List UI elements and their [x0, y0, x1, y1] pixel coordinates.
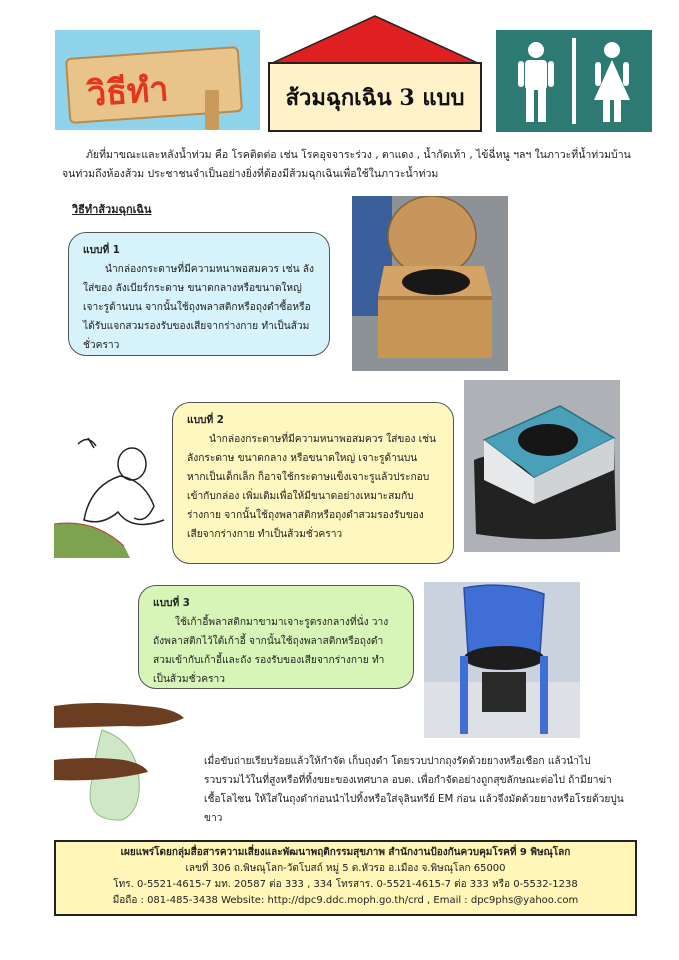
title-box	[268, 62, 482, 132]
footer-contact: มือถือ : 081-485-3438 Website: http://dpc9.ddc.moph.go.th/crd , Email : dpc9phs@yahoo.com	[112, 895, 579, 906]
method-1-body: นำกล่องกระดาษที่มีความหนาพอสมควร เช่น ลังใส่ของ ลังเบียร์กระดาษ ขนาดกลางหรือขนาดใหญ่ เจาะรูด้านบน จากนั้นใช้ถุงพลาสติกหรือถุงดำซื้อหรือได้รับแจกสวมรองรับของเสียจากร่างกาย ทำเป็นส้วมชั่วคราว	[83, 264, 314, 351]
intro-paragraph: ภัยที่มาขณะและหลังน้ำท่วม คือ โรคติดต่อ เช่น โรคอุจจาระร่วง , ตาแดง , น้ำกัดเท้า , ไข้ฉี่หนู ฯลฯ ในภาวะที่น้ำท่วมบ้านจนท่วมถึงห้องส้วม ประชาชนจำเป็นอย่างยิ่งที่ต้องมีส้วมฉุกเฉินเพื่อใช้ในภาวะน้ำท่วม	[62, 149, 631, 180]
cardboard-toilet-photo	[352, 196, 508, 371]
footer-address: เลขที่ 306 ถ.พิษณุโลก-วัดโบสถ์ หมู่ 5 ต.หัวรอ อ.เมือง จ.พิษณุโลก 65000	[185, 863, 506, 874]
section-heading: วิธีทำส้วมฉุกเฉิน	[72, 203, 152, 216]
box-toilet-photo	[464, 380, 620, 552]
method-3-title: แบบที่ 3	[153, 598, 190, 609]
method-2-body: นำกล่องกระดาษที่มีความหนาพอสมควร ใส่ของ เช่น ลังกระดาษ ขนาดกลาง หรือขนาดใหญ่ เจาะรูด้านบน หากเป็นเด็กเล็ก ก็อาจใช้กระดาษแข็งเจาะรูแล้วประกอบเข้ากับกล่อง เพิ่มเติมเพื่อให้มีขนาดอย่างเหมาะสมกับร่างกาย จากนั้นใช้ถุงพลาสติกหรือถุงดำสวมรองรับของเสียจากร่างกาย ทำเป็นส้วมชั่วคราว	[187, 434, 437, 540]
squatting-person-illustration	[54, 428, 174, 558]
method-2-bubble	[172, 402, 454, 564]
logo-text: วิธีทำ	[85, 69, 170, 115]
footer-box	[54, 840, 637, 916]
bag-disposal-photo	[54, 696, 194, 822]
method-2-title: แบบที่ 2	[187, 415, 224, 426]
roof-triangle	[268, 14, 482, 64]
method-3-bubble	[138, 585, 414, 689]
sign-post	[205, 90, 219, 130]
chair-toilet-photo	[424, 582, 580, 738]
restroom-sign	[496, 30, 652, 132]
footer-phone: โทร. 0-5521-4615-7 มท. 20587 ต่อ 333 , 334 โทรสาร. 0-5521-4615-7 ต่อ 333 หรือ 0-5532-1238	[113, 879, 578, 890]
method-3-body: ใช้เก้าอี้พลาสติกมาขามาเจาะรูตรงกลางที่นั่ง วางถังพลาสติกไว้ใต้เก้าอี้ จากนั้นใช้ถุงพลาสติกหรือถุงดำสวมเข้ากับเก้าอี้และถัง รองรับของเสียจากร่างกาย ทำเป็นส้วมชั่วคราว	[153, 617, 389, 685]
logo-panel	[55, 30, 260, 130]
page-title: ส้วมฉุกเฉิน 3 แบบ	[285, 84, 465, 111]
closing-paragraph: เมื่อขับถ่ายเรียบร้อยแล้วให้กำจัด เก็บถุงดำ โดยรวบปากถุงรัดด้วยยางหรือเชือก แล้วนำไปรวบรวมไว้ในที่สูงหรือที่ทิ้งขยะของเทศบาล อบต. เพื่อกำจัดอย่างถูกสุขลักษณะต่อไป ถ้ามียาฆ่าเชื้อโลไซน ให้ใส่ในถุงดำก่อนนำไปทิ้งหรือใส่จุลินทรีย์ EM ก่อน แล้วจึงมัดด้วยยางหรือโรยด้วยปูนขาว	[204, 756, 624, 824]
method-1-title: แบบที่ 1	[83, 245, 120, 256]
footer-publisher: เผยแพร่โดยกลุ่มสื่อสารความเสี่ยงและพัฒนาพฤติกรรมสุขภาพ สำนักงานป้องกันควบคุมโรคที่ 9 พิษณุโลก	[120, 847, 571, 858]
method-1-bubble	[68, 232, 330, 356]
restroom-male-female-icon	[496, 30, 652, 132]
